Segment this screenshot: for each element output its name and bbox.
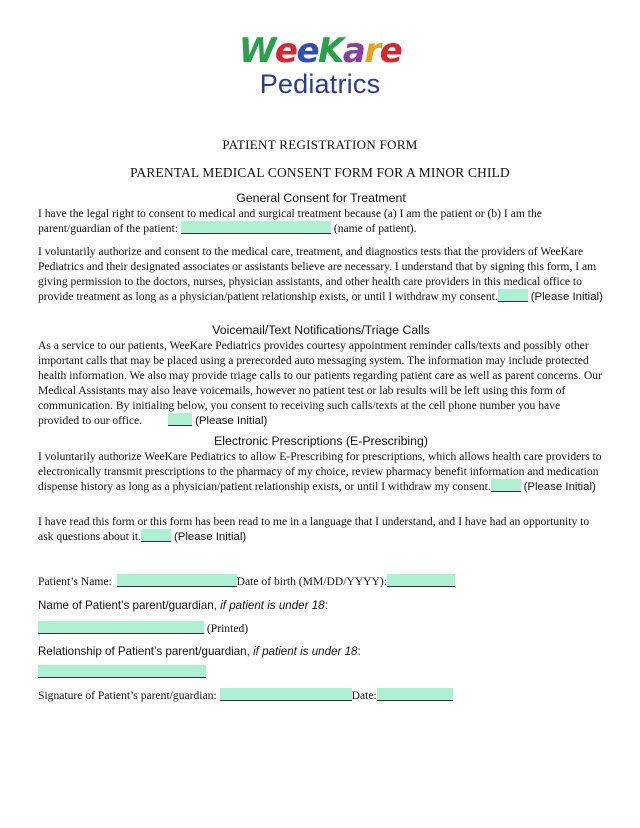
form-title: PATIENT REGISTRATION FORM — [222, 137, 418, 152]
relationship-field[interactable] — [38, 665, 206, 678]
logo-letter: K — [318, 31, 343, 71]
eprescribing-initial-field[interactable] — [491, 479, 521, 492]
general-consent-heading: General Consent for Treatment — [236, 191, 406, 205]
logo-letter: W — [238, 31, 275, 71]
logo-letter: a — [342, 31, 365, 71]
general-consent-initial-field[interactable] — [498, 289, 528, 302]
logo-letter: e — [274, 31, 297, 71]
logo-letter: e — [379, 31, 402, 71]
logo-subtitle: Pediatrics — [259, 69, 381, 99]
weekare-logo — [240, 32, 400, 106]
patient-info-row: Patient’s Name: Date of birth (MM/DD/YYYY): — [38, 574, 455, 589]
signature-row: Signature of Patient’s parent/guardian: Date: — [38, 688, 453, 703]
voicemail-paragraph: As a service to our patients, WeeKare Pediatrics provides courtesy appointment reminder calls/texts and possibly other important calls that may be placed using a prerecorded auto messaging system. The information may include protected health information. We also may provide triage calls to our patients regarding patient care as well as parent concerns. Our Medical Assistants may also leave voicemails, however no patient test or lab results will be left using this form of communication. By initialing below, you consent to receiving such calls/texts at the cell phone number you have provided to our office. (Please Initial) — [38, 339, 602, 427]
relationship-row — [38, 665, 206, 680]
eprescribing-paragraph: I voluntarily authorize WeeKare Pediatrics to allow E-Prescribing for prescriptions, which allows health care providers to electronically transmit prescriptions to the pharmacy of my choice, review pharmacy benefit information and medication dispense history as long as a physician/patient relationship exists, or until I withdraw my consent. (Please Initial) — [38, 450, 602, 493]
general-consent-paragraph-1: I have the legal right to consent to medical and surgical treatment because (a) I am the patient or (b) I am the parent/guardian of the patient: (name of patient). — [38, 207, 542, 235]
general-consent-paragraph-2: I voluntarily authorize and consent to the medical care, treatment, and diagnostics tests that the providers of WeeKare Pediatrics and their designated associates or assistants believe are necessary. I understand that by signing this form, I am giving permission to the doctors, nurses, physician assistants, and other health care providers in this medical office to provide treatment as long as a physician/patient relationship exists, or until I withdraw my consent. (Please Initial) — [38, 245, 603, 303]
patient-name-consent-field[interactable] — [181, 221, 331, 234]
general-consent-section — [38, 191, 604, 305]
voicemail-section — [38, 323, 604, 429]
parent-name-field[interactable] — [38, 621, 204, 634]
parent-name-label: Name of Patient’s parent/guardian, if patient is under 18: — [38, 599, 328, 612]
date-of-birth-field[interactable] — [387, 574, 455, 587]
voicemail-heading: Voicemail/Text Notifications/Triage Calls — [212, 323, 430, 337]
voicemail-initial-field[interactable] — [168, 413, 192, 426]
signature-field[interactable] — [220, 688, 352, 701]
acknowledgement-paragraph: I have read this form or this form has been read to me in a language that I understand, and I have had an opportunity to ask questions about it. (Please Initial) — [38, 515, 590, 543]
acknowledgement-section — [38, 514, 604, 545]
form-subtitle: PARENTAL MEDICAL CONSENT FORM FOR A MINOR CHILD — [130, 165, 510, 180]
relationship-label: Relationship of Patient’s parent/guardian, if patient is under 18: — [38, 645, 361, 658]
acknowledgement-initial-field[interactable] — [141, 529, 171, 542]
patient-name-field[interactable] — [117, 574, 237, 587]
parent-name-row: (Printed) — [38, 621, 248, 636]
eprescribing-section — [38, 434, 604, 495]
signature-date-field[interactable] — [377, 688, 453, 701]
logo-letter: e — [296, 31, 318, 71]
logo-wordmark — [240, 32, 400, 70]
eprescribing-heading: Electronic Prescriptions (E-Prescribing) — [214, 434, 428, 448]
logo-letter: r — [364, 31, 380, 71]
